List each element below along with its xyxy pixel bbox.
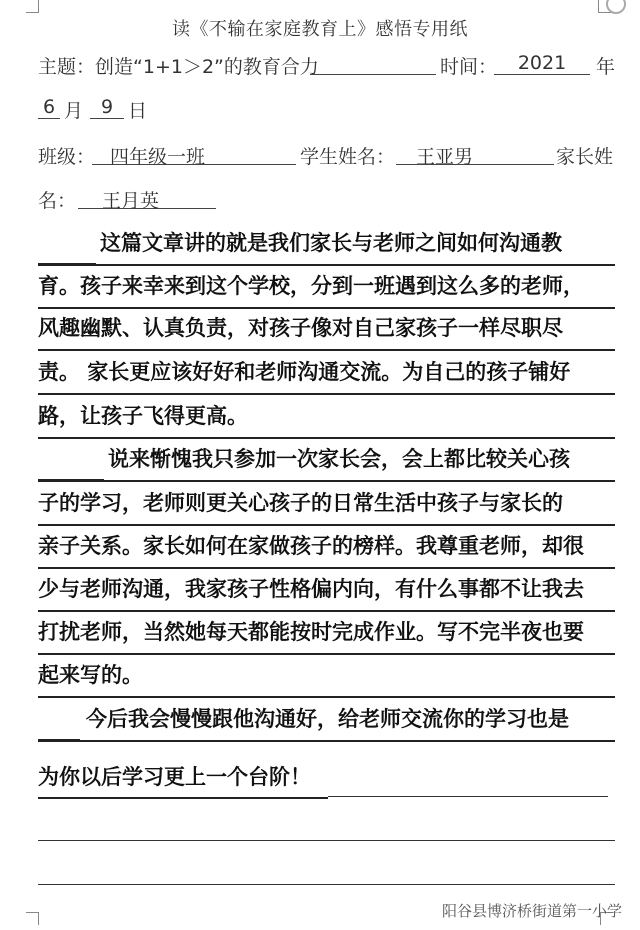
month-unit: 月 [64,100,84,122]
essay-line: 子的学习，老师则更关心孩子的日常生活中孩子与家长的 [38,482,615,526]
essay-line: 说来惭愧我只参加一次家长会，会上都比较关心孩 [38,438,615,482]
year-unit: 年 [596,56,616,78]
essay-line-underline-tail [328,796,608,797]
indent-underline [38,739,80,740]
class-value: 四年级一班 [110,146,206,168]
day-unit: 日 [128,100,148,122]
topic-label: 主题： [38,56,96,78]
topic-blank-line [310,52,436,75]
year-field: 2021 [494,52,590,75]
crop-mark-bottom-left [26,912,39,925]
empty-writing-line [38,884,615,885]
indent-underline [38,479,104,480]
class-field [92,142,296,168]
essay-line-underline [38,797,328,799]
parent-value: 王月英 [102,190,160,212]
essay-line: 育。孩子来幸来到这个学校，分到一班遇到这么多的老师， [38,265,615,309]
indent-underline [38,263,96,264]
essay-line: 今后我会慢慢跟他沟通好，给老师交流你的学习也是 [38,698,615,742]
essay-line: 责。 家长更应该好好和老师沟通交流。为自己的孩子铺好 [38,351,615,395]
essay-line: 亲子关系。家长如何在家做孩子的榜样。我尊重老师，却很 [38,525,615,569]
parent-field [78,186,216,212]
essay-line: 路，让孩子飞得更高。 [38,395,615,439]
essay-line: 这篇文章讲的就是我们家长与老师之间如何沟通教 [38,222,615,266]
essay-line: 起来写的。 [38,654,615,698]
topic-value: 创造“1+1＞2”的教育合力 [95,56,319,78]
essay-line: 打扰老师，当然她每天都能按时完成作业。写不完半夜也要 [38,611,615,655]
essay-line: 为你以后学习更上一个台阶！ [38,765,311,789]
essay-line: 风趣幽默、认真负责，对孩子像对自己家孩子一样尽职尽 [38,307,615,351]
student-field [396,142,554,168]
time-label: 时间： [440,56,498,78]
class-label: 班级： [38,146,96,168]
essay-line: 少与老师沟通，我家孩子性格偏内向，有什么事都不让我去 [38,568,615,612]
empty-writing-line [38,840,615,841]
parent-label-part1: 家长姓 [556,146,614,168]
student-label: 学生姓名： [300,146,396,168]
corner-circle-icon [606,0,626,14]
student-value: 王亚男 [416,146,474,168]
day-field: 9 [90,96,124,119]
month-field: 6 [38,96,60,119]
school-name: 阳谷县博济桥街道第一小学 [441,902,622,920]
page-title: 读《不输在家庭教育上》感悟专用纸 [172,19,468,40]
crop-mark-top-left [26,0,39,13]
parent-label-part2: 名： [38,190,77,212]
topic-row [38,52,319,79]
